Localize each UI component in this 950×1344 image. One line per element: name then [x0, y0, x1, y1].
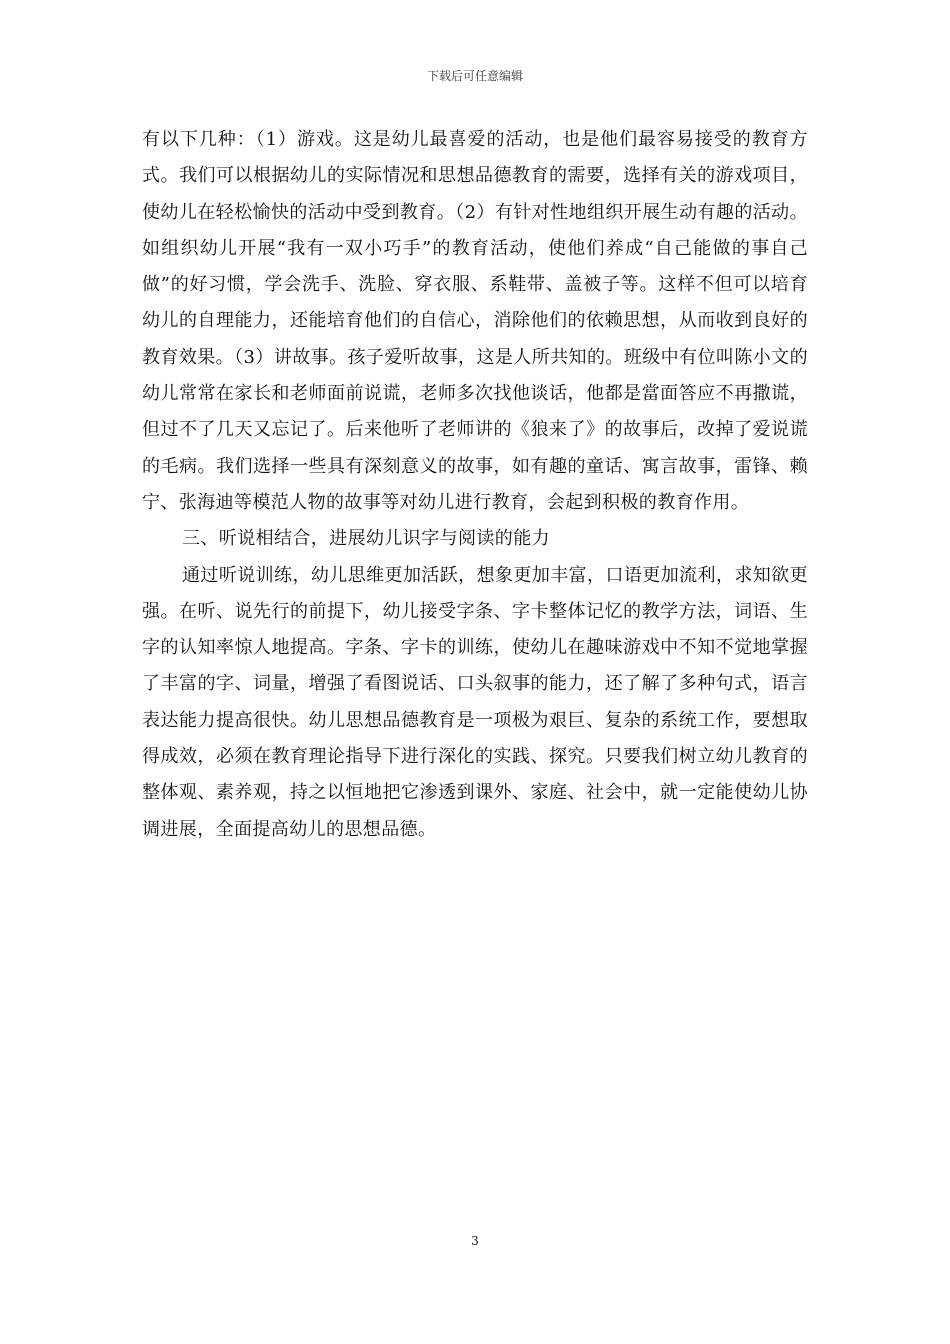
document-body [142, 122, 808, 848]
page-header: 下载后可任意编辑 [426, 69, 523, 83]
page-number: 3 [471, 1234, 479, 1248]
body-paragraph-2: 通过听说训练，幼儿思维更加活跃，想象更加丰富，口语更加流利，求知欲更强。在听、说先行的前提下，幼儿接受字条、字卡整体记忆的教学方法，词语、生字的认知率惊人地提高。字条、字卡的训练，使幼儿在趣味游戏中不知不觉地掌握了丰富的字、词量，增强了看图说话、口头叙事的能力，还了解了多种句式，语言表达能力提高很快。幼儿思想品德教育是一项极为艰巨、复杂的系统工作，要想取得成效，必须在教育理论指导下进行深化的实践、探究。只要我们树立幼儿教育的整体观、素养观，持之以恒地把它渗透到课外、家庭、社会中，就一定能使幼儿协调进展，全面提高幼儿的思想品德。 [142, 564, 808, 840]
section-heading: 三、听说相结合，进展幼儿识字与阅读的能力 [182, 528, 550, 550]
body-paragraph-1: 有以下几种：（1）游戏。这是幼儿最喜爱的活动，也是他们最容易接受的教育方式。我们可以根据幼儿的实际情况和思想品德教育的需要，选择有关的游戏项目，使幼儿在轻松愉快的活动中受到教育。（2）有针对性地组织开展生动有趣的活动。如组织幼儿开展“我有一双小巧手”的教育活动，使他们养成“自己能做的事自己做”的好习惯，学会洗手、洗脸、穿衣服、系鞋带、盖被子等。这样不但可以培育幼儿的自理能力，还能培育他们的自信心，消除他们的依赖思想，从而收到良好的教育效果。（3）讲故事。孩子爱听故事，这是人所共知的。班级中有位叫陈小文的幼儿常常在家长和老师面前说谎，老师多次找他谈话，他都是當面答应不再撒谎，但过不了几天又忘记了。后来他听了老师讲的《狼来了》的故事后，改掉了爱说谎的毛病。我们选择一些具有深刻意义的故事，如有趣的童话、寓言故事，雷锋、赖宁、张海迪等模范人物的故事等对幼儿进行教育，会起到积极的教育作用。 [142, 129, 808, 513]
